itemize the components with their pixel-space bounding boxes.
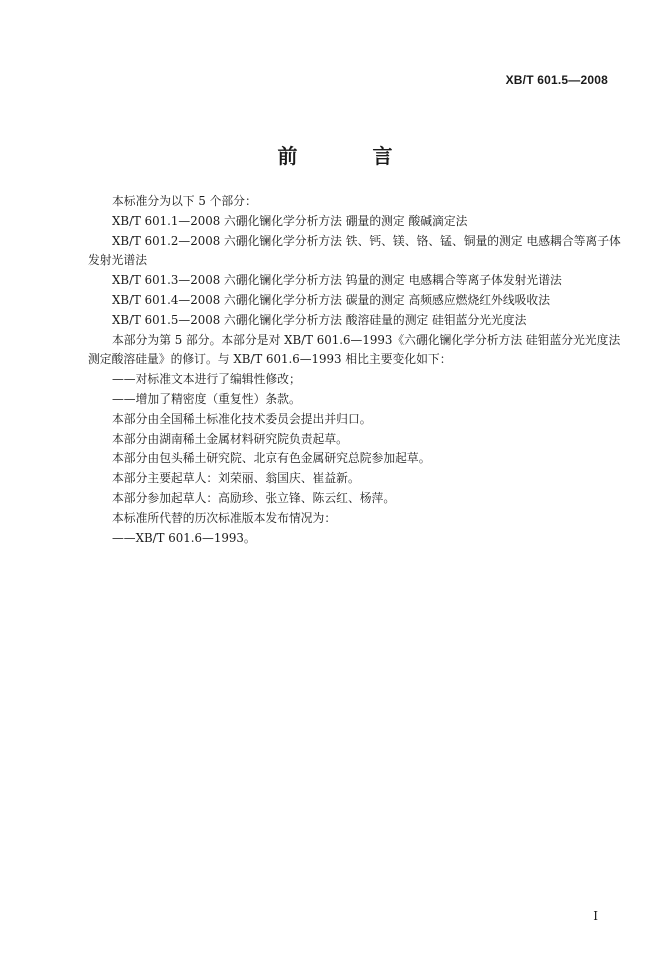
paragraph: ——对标准文本进行了编辑性修改； bbox=[112, 372, 301, 387]
paragraph: XB/T 601.5—2008 六硼化镧化学分析方法 酸溶硅量的测定 硅钼蓝分光光度法 bbox=[112, 312, 527, 327]
page-title: 前 言 bbox=[277, 144, 427, 168]
paragraph: XB/T 601.2—2008 六硼化镧化学分析方法 铁、钙、镁、铬、锰、铜量的测定 电感耦合等离子体 bbox=[112, 233, 621, 248]
paragraph: 本标准所代替的历次标准版本发布情况为： bbox=[112, 510, 337, 525]
paragraph: 本部分参加起草人：高励珍、张立锋、陈云红、杨萍。 bbox=[112, 490, 396, 505]
paragraph: XB/T 601.3—2008 六硼化镧化学分析方法 钨量的测定 电感耦合等离子体发射光谱法 bbox=[112, 273, 562, 288]
paragraph: 本部分由包头稀土研究院、北京有色金属研究总院参加起草。 bbox=[112, 451, 431, 466]
page-number: I bbox=[593, 909, 598, 923]
paragraph: XB/T 601.4—2008 六硼化镧化学分析方法 碳量的测定 高频感应燃烧红外线吸收法 bbox=[112, 292, 551, 307]
standard-code: XB/T 601.5—2008 bbox=[505, 73, 608, 87]
paragraph: 本部分由湖南稀土金属材料研究院负责起草。 bbox=[112, 431, 348, 446]
paragraph: XB/T 601.1—2008 六硼化镧化学分析方法 硼量的测定 酸碱滴定法 bbox=[112, 213, 468, 228]
paragraph: ——XB/T 601.6—1993。 bbox=[112, 530, 256, 545]
paragraph: 测定酸溶硅量》的修订。与 XB/T 601.6—1993 相比主要变化如下： bbox=[88, 352, 452, 367]
foreword-body bbox=[88, 192, 621, 548]
paragraph: 本标准分为以下 5 个部分： bbox=[112, 194, 257, 208]
paragraph: 本部分主要起草人：刘荣丽、翁国庆、崔益新。 bbox=[112, 471, 360, 486]
paragraph: 本部分为第 5 部分。本部分是对 XB/T 601.6—1993《六硼化镧化学分析方法 硅钼蓝分光光度法 bbox=[112, 332, 621, 347]
paragraph: 本部分由全国稀土标准化技术委员会提出并归口。 bbox=[112, 411, 372, 426]
paragraph: 发射光谱法 bbox=[88, 253, 147, 268]
paragraph: ——增加了精密度（重复性）条款。 bbox=[112, 391, 301, 406]
